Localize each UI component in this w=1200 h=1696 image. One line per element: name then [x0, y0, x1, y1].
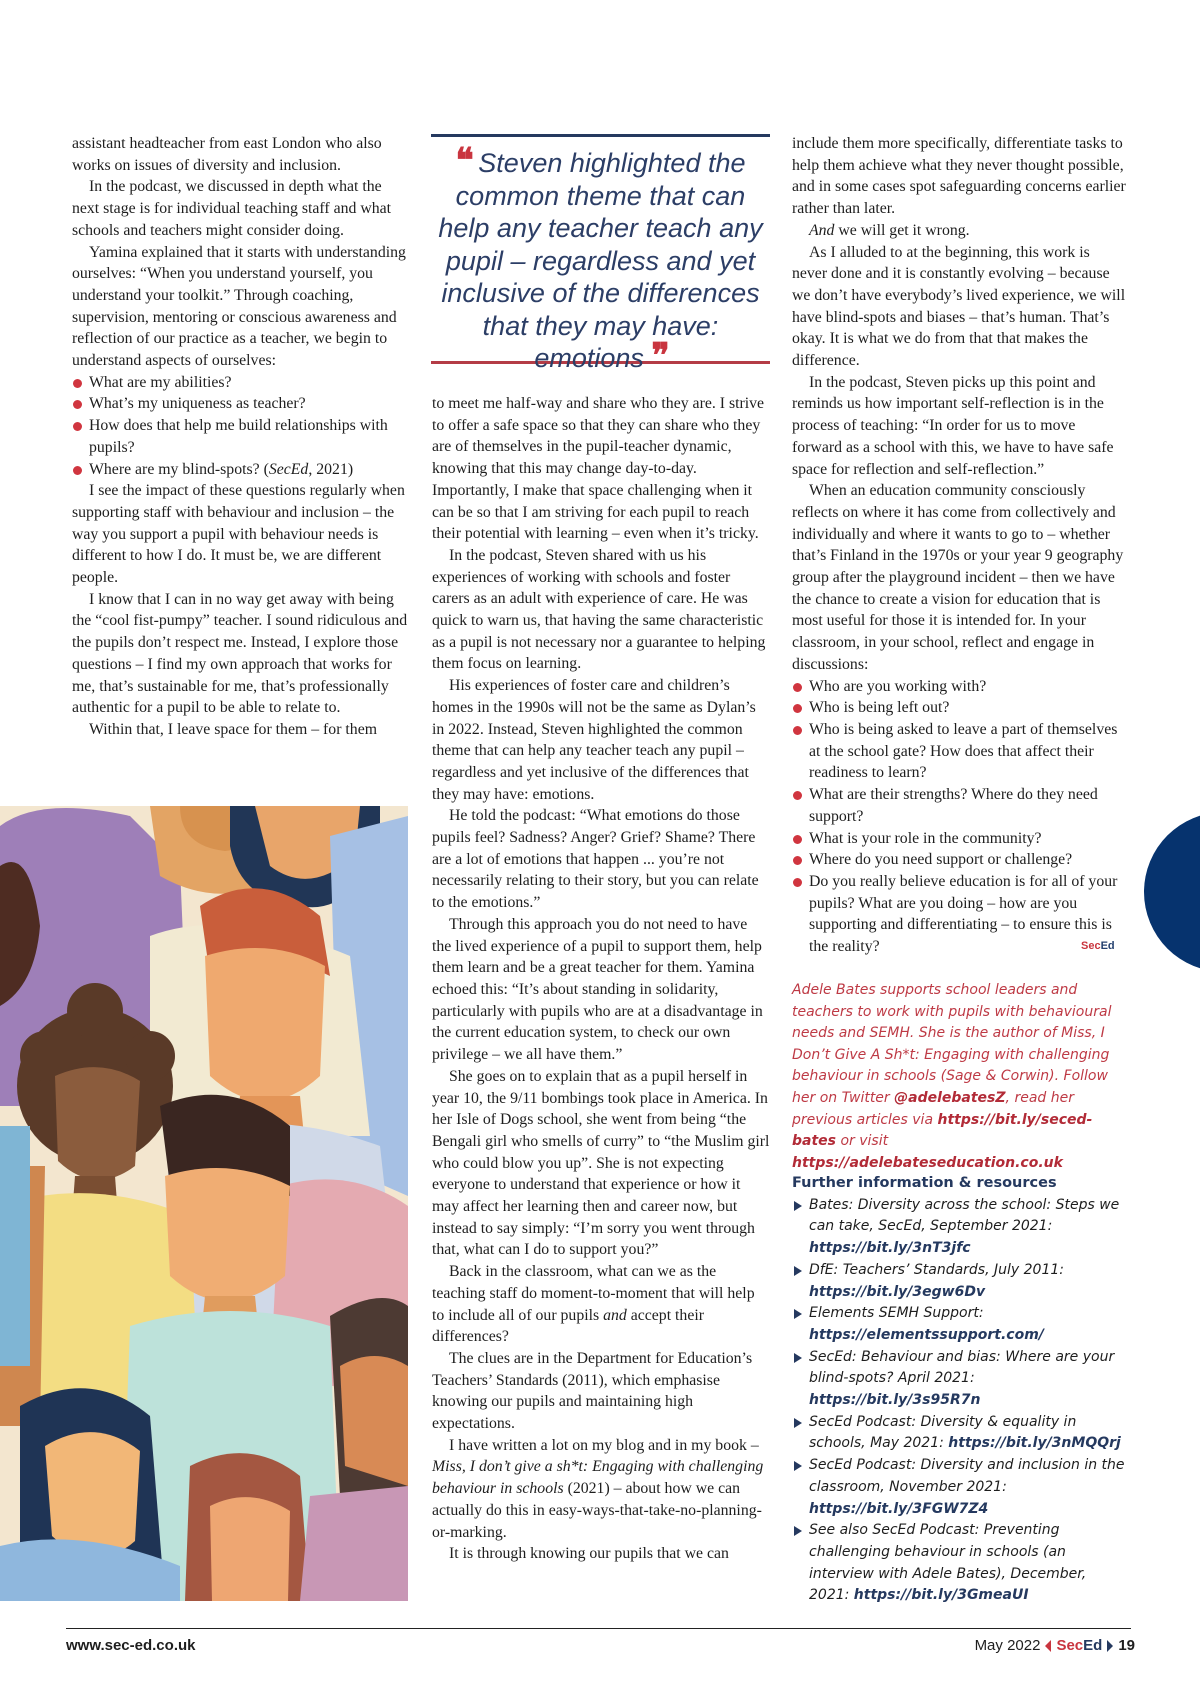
bio-text: or visit	[836, 1133, 889, 1150]
text-run: accept their differences?	[432, 1306, 704, 1346]
resource-text: Elements SEMH Support:	[809, 1305, 984, 1322]
body-paragraph: It is through knowing our pupils that we can	[449, 1545, 729, 1563]
body-paragraph	[792, 220, 1127, 242]
body-paragraph: I see the impact of these questions regularly when supporting staff with behaviour and inclusion – the way you support a pupil with behaviour needs is different to how I do. It must be, we are different people.	[72, 482, 405, 587]
bio-text: Adele Bates supports school leaders and teachers to work with pupils with behavioural needs and SEMH. She is the author of Miss, I Don’t Give A Sh*t: Engaging with challenging behaviour in schools (Sage & Corwin). Follow her on Twitter	[792, 982, 1112, 1106]
resource-item	[792, 1195, 1130, 1260]
body-paragraph: When an education community consciously reflects on where it has come from collectively and individually and where it wants to go to – whether that’s Finland in the 1970s or your year 9 geography group after the playground incident – then we have the chance to create a vision for education that is most useful for those it is intended for. In your classroom, in your school, reflect and engage in discussions:	[792, 482, 1124, 673]
body-paragraph: As I alluded to at the beginning, this work is never done and it is constantly evolving – because we don’t have everybody’s lived experience, we will have blind-spots and biases – that’s human. That’s okay. It is what we do from that that makes the difference.	[792, 243, 1126, 370]
list-item: What is your role in the community?	[792, 828, 1127, 850]
article-column-2	[432, 393, 770, 1565]
article-column-3	[792, 133, 1127, 958]
list-item: Where do you need support or challenge?	[792, 849, 1127, 871]
brand-ed: Ed	[1083, 1637, 1103, 1654]
body-paragraph: Through this approach you do not need to have the lived experience of a pupil to support them, help them learn and be a great teacher for them. Yamina echoed this: “It’s about standing in solidarity, particularly with pupils who are at a disadvantage in the current education system, to check our own privilege – we all have them.”	[432, 915, 763, 1064]
emphasis: And	[809, 221, 835, 239]
resource-link[interactable]: https://elementssupport.com/	[809, 1326, 1044, 1343]
open-quote-icon: ❝	[455, 141, 471, 181]
citation-year: , 2021)	[308, 460, 354, 478]
text-run: we will get it wrong.	[834, 221, 970, 239]
resource-text: SecEd: Behaviour and bias: Where are your blind-spots? April 2021:	[809, 1348, 1115, 1387]
body-paragraph: In the podcast, Steven picks up this point and reminds us how important self-reflection is in the process of teaching: “In order for us to move forward as a school with this, we have to have safe space for reflection and self-reflection.”	[792, 373, 1114, 478]
resource-link[interactable]: https://bit.ly/3GmeaUI	[853, 1587, 1029, 1604]
pull-quote-text: Steven highlighted the common theme that can help any teacher teach any pupil – regardless and yet inclusive of the differences that they may have: emotions	[438, 148, 763, 373]
further-info-box	[792, 1173, 1130, 1607]
book-title: Miss, I don’t give a sh*t: Engaging with challenging behaviour in schools	[432, 1458, 764, 1498]
resource-text: See also SecEd Podcast: Preventing challenging behaviour in schools (an interview with Adele Bates), December, 2021:	[809, 1522, 1087, 1604]
author-bio	[792, 980, 1127, 1174]
resource-link[interactable]: https://bit.ly/3s95R7n	[809, 1392, 981, 1409]
list-item: Do you really believe education is for all of your pupils? What are you doing – how are you supporting and differentiating – to ensure this is the reality?	[792, 871, 1127, 958]
resource-item	[792, 1412, 1130, 1455]
further-info-heading: Further information & resources	[792, 1175, 1057, 1191]
emphasis: and	[603, 1306, 627, 1324]
body-paragraph	[432, 1261, 770, 1348]
issue-date: May 2022	[974, 1637, 1041, 1654]
people-illustration	[0, 806, 408, 1601]
left-triangle-icon	[1045, 1640, 1051, 1652]
resource-link[interactable]: https://bit.ly/3egw6Dv	[809, 1283, 986, 1300]
list-item: Who are you working with?	[792, 676, 1127, 698]
list-item-text: Where are my blind-spots? (	[89, 460, 269, 478]
resource-link[interactable]: https://bit.ly/3nT3jfc	[809, 1240, 971, 1257]
body-paragraph: I know that I can in no way get away with being the “cool fist-pumpy” teacher. I sound ridiculous and the pupils don’t respect me. Instead, I explore those questions – I find my own approach that works for me, that’s sustainable for me, that’s professionally authentic for a pupil to be able to relate to.	[72, 590, 408, 717]
resource-text: Bates: Diversity across the school: Steps we can take, SecEd, September 2021:	[809, 1196, 1120, 1235]
list-item: How does that help me build relationships with pupils?	[72, 415, 410, 458]
article-column-1	[72, 133, 410, 741]
body-paragraph: include them more specifically, differentiate tasks to help them achieve what they never thought possible, and in some cases spot safeguarding concerns earlier rather than later.	[792, 135, 1126, 218]
pull-quote-text-block	[431, 141, 770, 376]
end-mark-sec: Sec	[1081, 940, 1101, 952]
people-illustration-graphic	[0, 806, 408, 1601]
body-paragraph: Yamina explained that it starts with understanding ourselves: “When you understand yourself, you understand your toolkit.” Through coaching, supervision, mentoring or conscious awareness and reflection of our practice as a teacher, we begin to understand aspects of ourselves:	[72, 243, 406, 370]
discussion-list	[792, 676, 1127, 958]
text-run: Back in the classroom, what can we as the teaching staff do moment-to-moment that will help to include all of our pupils	[432, 1263, 755, 1324]
decorative-circle	[1144, 812, 1200, 972]
resource-list	[792, 1195, 1130, 1607]
list-item: What are my abilities?	[72, 372, 410, 394]
resource-link[interactable]: https://bit.ly/3FGW7Z4	[809, 1500, 989, 1517]
resource-item	[792, 1455, 1130, 1520]
page-number: 19	[1118, 1637, 1135, 1654]
body-paragraph: His experiences of foster care and children’s homes in the 1990s will not be the same as Dylan’s in 2022. Instead, Steven highlighted the common theme that can help any teacher teach any pupil – regardless and yet inclusive of the differences that they may have: emotions.	[432, 677, 756, 803]
right-triangle-icon	[1107, 1640, 1113, 1652]
body-paragraph: In the podcast, we discussed in depth what the next stage is for individual teaching staff and what schools and teachers might consider doing.	[72, 178, 392, 239]
twitter-handle-link[interactable]: @adelebatesZ	[894, 1089, 1006, 1106]
text-run: I have written a lot on my blog and in my book –	[449, 1436, 759, 1454]
resource-item	[792, 1347, 1130, 1412]
resource-item	[792, 1260, 1130, 1303]
body-paragraph: He told the podcast: “What emotions do those pupils feel? Sadness? Anger? Grief? Shame? There are a lot of emotions that happen ... you’re not necessarily relating to their story, but you can relate to the emotions.”	[432, 807, 759, 912]
list-item: What’s my uniqueness as teacher?	[72, 393, 410, 415]
resource-text: DfE: Teachers’ Standards, July 2011:	[809, 1261, 1064, 1278]
resource-text: SecEd Podcast: Diversity and inclusion in the classroom, November 2021:	[809, 1457, 1125, 1495]
resource-item	[792, 1303, 1130, 1346]
brand-logo	[1056, 1637, 1102, 1654]
footer-divider	[66, 1628, 1131, 1629]
body-paragraph: In the podcast, Steven shared with us his experiences of working with schools and foster carers as an adult with experience of care. He was quick to warn us, that having the same characteristic as a pupil is not necessary nor a guarantee to helping them focus on learning.	[432, 546, 766, 673]
list-item	[72, 459, 410, 481]
body-paragraph	[432, 1435, 770, 1544]
close-quote-icon: ❞	[651, 336, 667, 376]
resource-item	[792, 1520, 1130, 1607]
bio-text: , read her previous articles via	[792, 1089, 1074, 1128]
body-paragraph: to meet me half-way and share who they are. I strive to offer a safe space so that they can share who they are of themselves in the pupil-teacher dynamic, knowing that this may change day-to-day. Importantly, I make that space challenging when it can be so that I am striving for each pupil to reach their potential with learning – even when it’s tricky.	[432, 395, 765, 543]
pull-quote	[431, 134, 770, 376]
list-item: Who is being asked to leave a part of themselves at the school gate? How does that affect their readiness to learn?	[792, 719, 1127, 784]
question-list	[72, 372, 410, 481]
list-item: Who is being left out?	[792, 697, 1127, 719]
resource-text: SecEd Podcast: Diversity & equality in schools, May 2021:	[809, 1413, 1077, 1452]
body-paragraph: assistant headteacher from east London who also works on issues of diversity and inclusion.	[72, 135, 382, 174]
body-paragraph: Within that, I leave space for them – for them	[89, 720, 377, 738]
citation-source: SecEd	[268, 460, 309, 478]
end-mark-ed: Ed	[1100, 940, 1115, 952]
text-run: (2021) – about how we can actually do this in easy-ways-that-take-no-planning-or-marking.	[432, 1480, 762, 1541]
resource-link[interactable]: https://bit.ly/3nMQQrj	[948, 1435, 1121, 1452]
body-paragraph: She goes on to explain that as a pupil herself in year 10, the 9/11 bombings took place in America. In her Isle of Dogs school, she went from being “the Bengali girl who smells of curry” to “the Muslim girl who could blow you up”. She is not expecting everyone to understand that experience or how it may affect her learning then and career now, but instead to say simply: “I’m sorry you went through that, what can I do to support you?”	[432, 1067, 770, 1259]
body-paragraph: The clues are in the Department for Education’s Teachers’ Standards (2011), which emphasise knowing our pupils and maintaining high expectations.	[432, 1349, 753, 1433]
footer-folio	[975, 1637, 1135, 1654]
articles-link[interactable]: https://bit.ly/seced-bates	[792, 1111, 1093, 1150]
website-link[interactable]: https://adelebateseducation.co.uk	[792, 1154, 1063, 1171]
end-mark-logo	[1081, 940, 1115, 952]
list-item: What are their strengths? Where do they need support?	[792, 784, 1127, 827]
footer-url[interactable]: www.sec-ed.co.uk	[66, 1637, 196, 1654]
brand-sec: Sec	[1056, 1637, 1084, 1654]
